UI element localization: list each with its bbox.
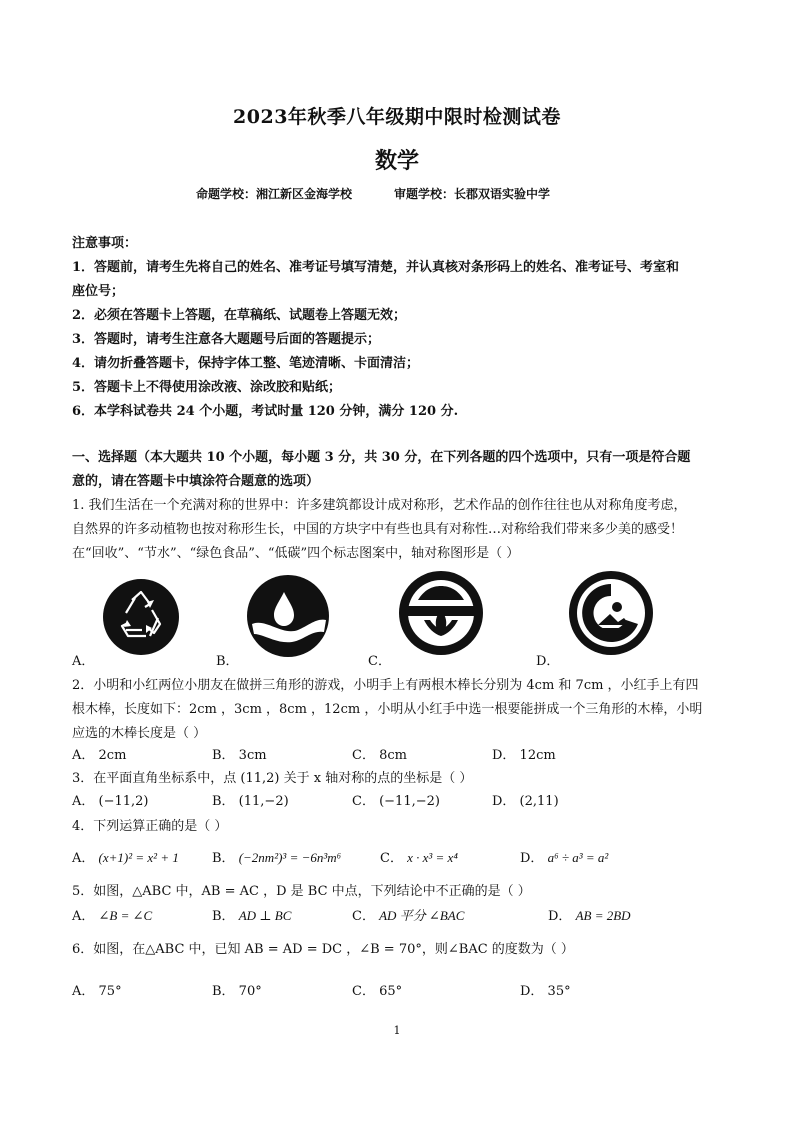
q2-option-c[interactable]: C． 8cm (352, 748, 407, 763)
q6-option-b[interactable]: B． 70° (212, 984, 262, 999)
q2-option-d[interactable]: D． 12cm (492, 748, 556, 763)
note-item: 2．必须在答题卡上答题，在草稿纸、试题卷上答题无效； (72, 308, 407, 323)
q3-option-a[interactable]: A． (−11,2) (72, 794, 149, 809)
q5-option-b[interactable] (212, 905, 291, 924)
option-expression: (x+1)² = x² + 1 (98, 850, 179, 865)
q3-option-d[interactable]: D． (2,11) (492, 794, 559, 809)
q4-option-d[interactable] (520, 847, 608, 866)
q4-option-b[interactable] (212, 847, 341, 866)
option-label: B． (212, 909, 235, 924)
option-label: C． (352, 909, 375, 924)
q5-option-c[interactable] (352, 905, 464, 924)
page-number: 1 (393, 1024, 401, 1037)
note-item: 1．答题前，请考生先将自己的姓名、准考证号填写清楚，并认真核对条形码上的姓名、准考证号、考室和 (72, 260, 680, 275)
q4-option-a[interactable] (72, 847, 179, 866)
option-expression: x · x³ = x⁴ (407, 850, 458, 865)
option-label: D． (548, 909, 572, 924)
option-label: B． (212, 851, 235, 866)
option-expression: (−2nm²)³ = −6n³m⁶ (238, 850, 342, 865)
green-food-logo (398, 570, 484, 656)
q1-option-d[interactable]: D． (536, 654, 560, 669)
water-saving-logo (246, 574, 330, 658)
q6-option-a[interactable]: A． 75° (72, 984, 122, 999)
q1-text: 1. 我们生活在一个充满对称的世界中：许多建筑都设计成对称形，艺术作品的创作往往也从对称角度考虑， (72, 498, 687, 513)
q3-text: 3．在平面直角坐标系中，点 (11,2) 关于 x 轴对称的点的坐标是（ ） (72, 771, 473, 786)
option-expression: AD ⊥ BC (238, 908, 292, 923)
q5-option-d[interactable] (548, 905, 631, 924)
option-expression: AD 平分 ∠BAC (379, 908, 465, 923)
section-heading-cont: 意的，请在答题卡中填涂符合题意的选项） (72, 474, 320, 489)
q1-text: 在“回收”、“节水”、“绿色食品”、“低碳”四个标志图案中，轴对称图形是（ ） (72, 546, 520, 561)
q6-option-c[interactable]: C． 65° (352, 984, 403, 999)
q1-option-c[interactable]: C． (368, 654, 391, 669)
q6-text: 6．如图，在△ABC 中，已知 AB = AD = DC ，∠B = 70°，则∠BAC 的度数为（ ） (72, 942, 574, 957)
q1-text: 自然界的许多动植物也按对称形生长，中国的方块字中有些也具有对称性…对称给我们带来多少美的感受！ (72, 522, 684, 537)
q6-option-d[interactable]: D． 35° (520, 984, 571, 999)
low-carbon-logo (568, 570, 654, 656)
notes-heading: 注意事项： (72, 236, 138, 251)
note-item: 座位号； (72, 284, 125, 299)
note-item: 4．请勿折叠答题卡，保持字体工整、笔迹清晰、卡面清洁； (72, 356, 420, 371)
q2-text: 应选的木棒长度是（ ） (72, 726, 207, 741)
q5-text: 5．如图，△ABC 中，AB = AC ，D 是 BC 中点，下列结论中不正确的是（ ） (72, 884, 531, 899)
section-heading: 一、选择题（本大题共 10 个小题，每小题 3 分，共 30 分，在下列各题的四个选项中，只有一项是符合题 (72, 450, 691, 465)
note-item: 3．答题时，请考生注意各大题题号后面的答题提示； (72, 332, 381, 347)
note-item: 5．答题卡上不得使用涂改液、涂改胶和贴纸； (72, 380, 342, 395)
q2-text: 2．小明和小红两位小朋友在做拼三角形的游戏，小明手上有两根木棒长分别为 4cm 和 7cm ，小红手上有四 (72, 678, 699, 693)
recycle-logo (102, 578, 180, 656)
q2-option-a[interactable]: A． 2cm (72, 748, 127, 763)
q3-option-c[interactable]: C． (−11,−2) (352, 794, 440, 809)
q4-option-c[interactable] (380, 847, 458, 866)
exam-makers (196, 185, 550, 202)
option-label: C． (380, 851, 403, 866)
option-expression: ∠B = ∠C (98, 908, 153, 923)
option-label: A． (72, 851, 95, 866)
option-expression: a⁶ ÷ a³ = a² (547, 850, 609, 865)
q1-option-b[interactable]: B． (216, 654, 239, 669)
q2-option-b[interactable]: B． 3cm (212, 748, 267, 763)
option-label: A． (72, 909, 95, 924)
exam-title: 2023年秋季八年级期中限时检测试卷 (233, 106, 561, 128)
option-label: D． (520, 851, 544, 866)
option-expression: AB = 2BD (575, 908, 631, 923)
q1-option-a[interactable]: A． (72, 654, 95, 669)
q2-text: 根木棒，长度如下：2cm ，3cm ，8cm ，12cm ，小明从小红手中选一根要能拼成一个三角形的木棒，小明 (72, 702, 703, 717)
reviewer-school: 审题学校：长郡双语实验中学 (394, 187, 551, 201)
q4-text: 4．下列运算正确的是（ ） (72, 819, 228, 834)
exam-subject: 数学 (374, 148, 419, 174)
note-item: 6．本学科试卷共 24 个小题，考试时量 120 分钟，满分 120 分. (72, 404, 459, 419)
q5-option-a[interactable] (72, 905, 152, 924)
q3-option-b[interactable]: B． (11,−2) (212, 794, 289, 809)
proposer-school: 命题学校：湘江新区金海学校 (196, 187, 353, 201)
